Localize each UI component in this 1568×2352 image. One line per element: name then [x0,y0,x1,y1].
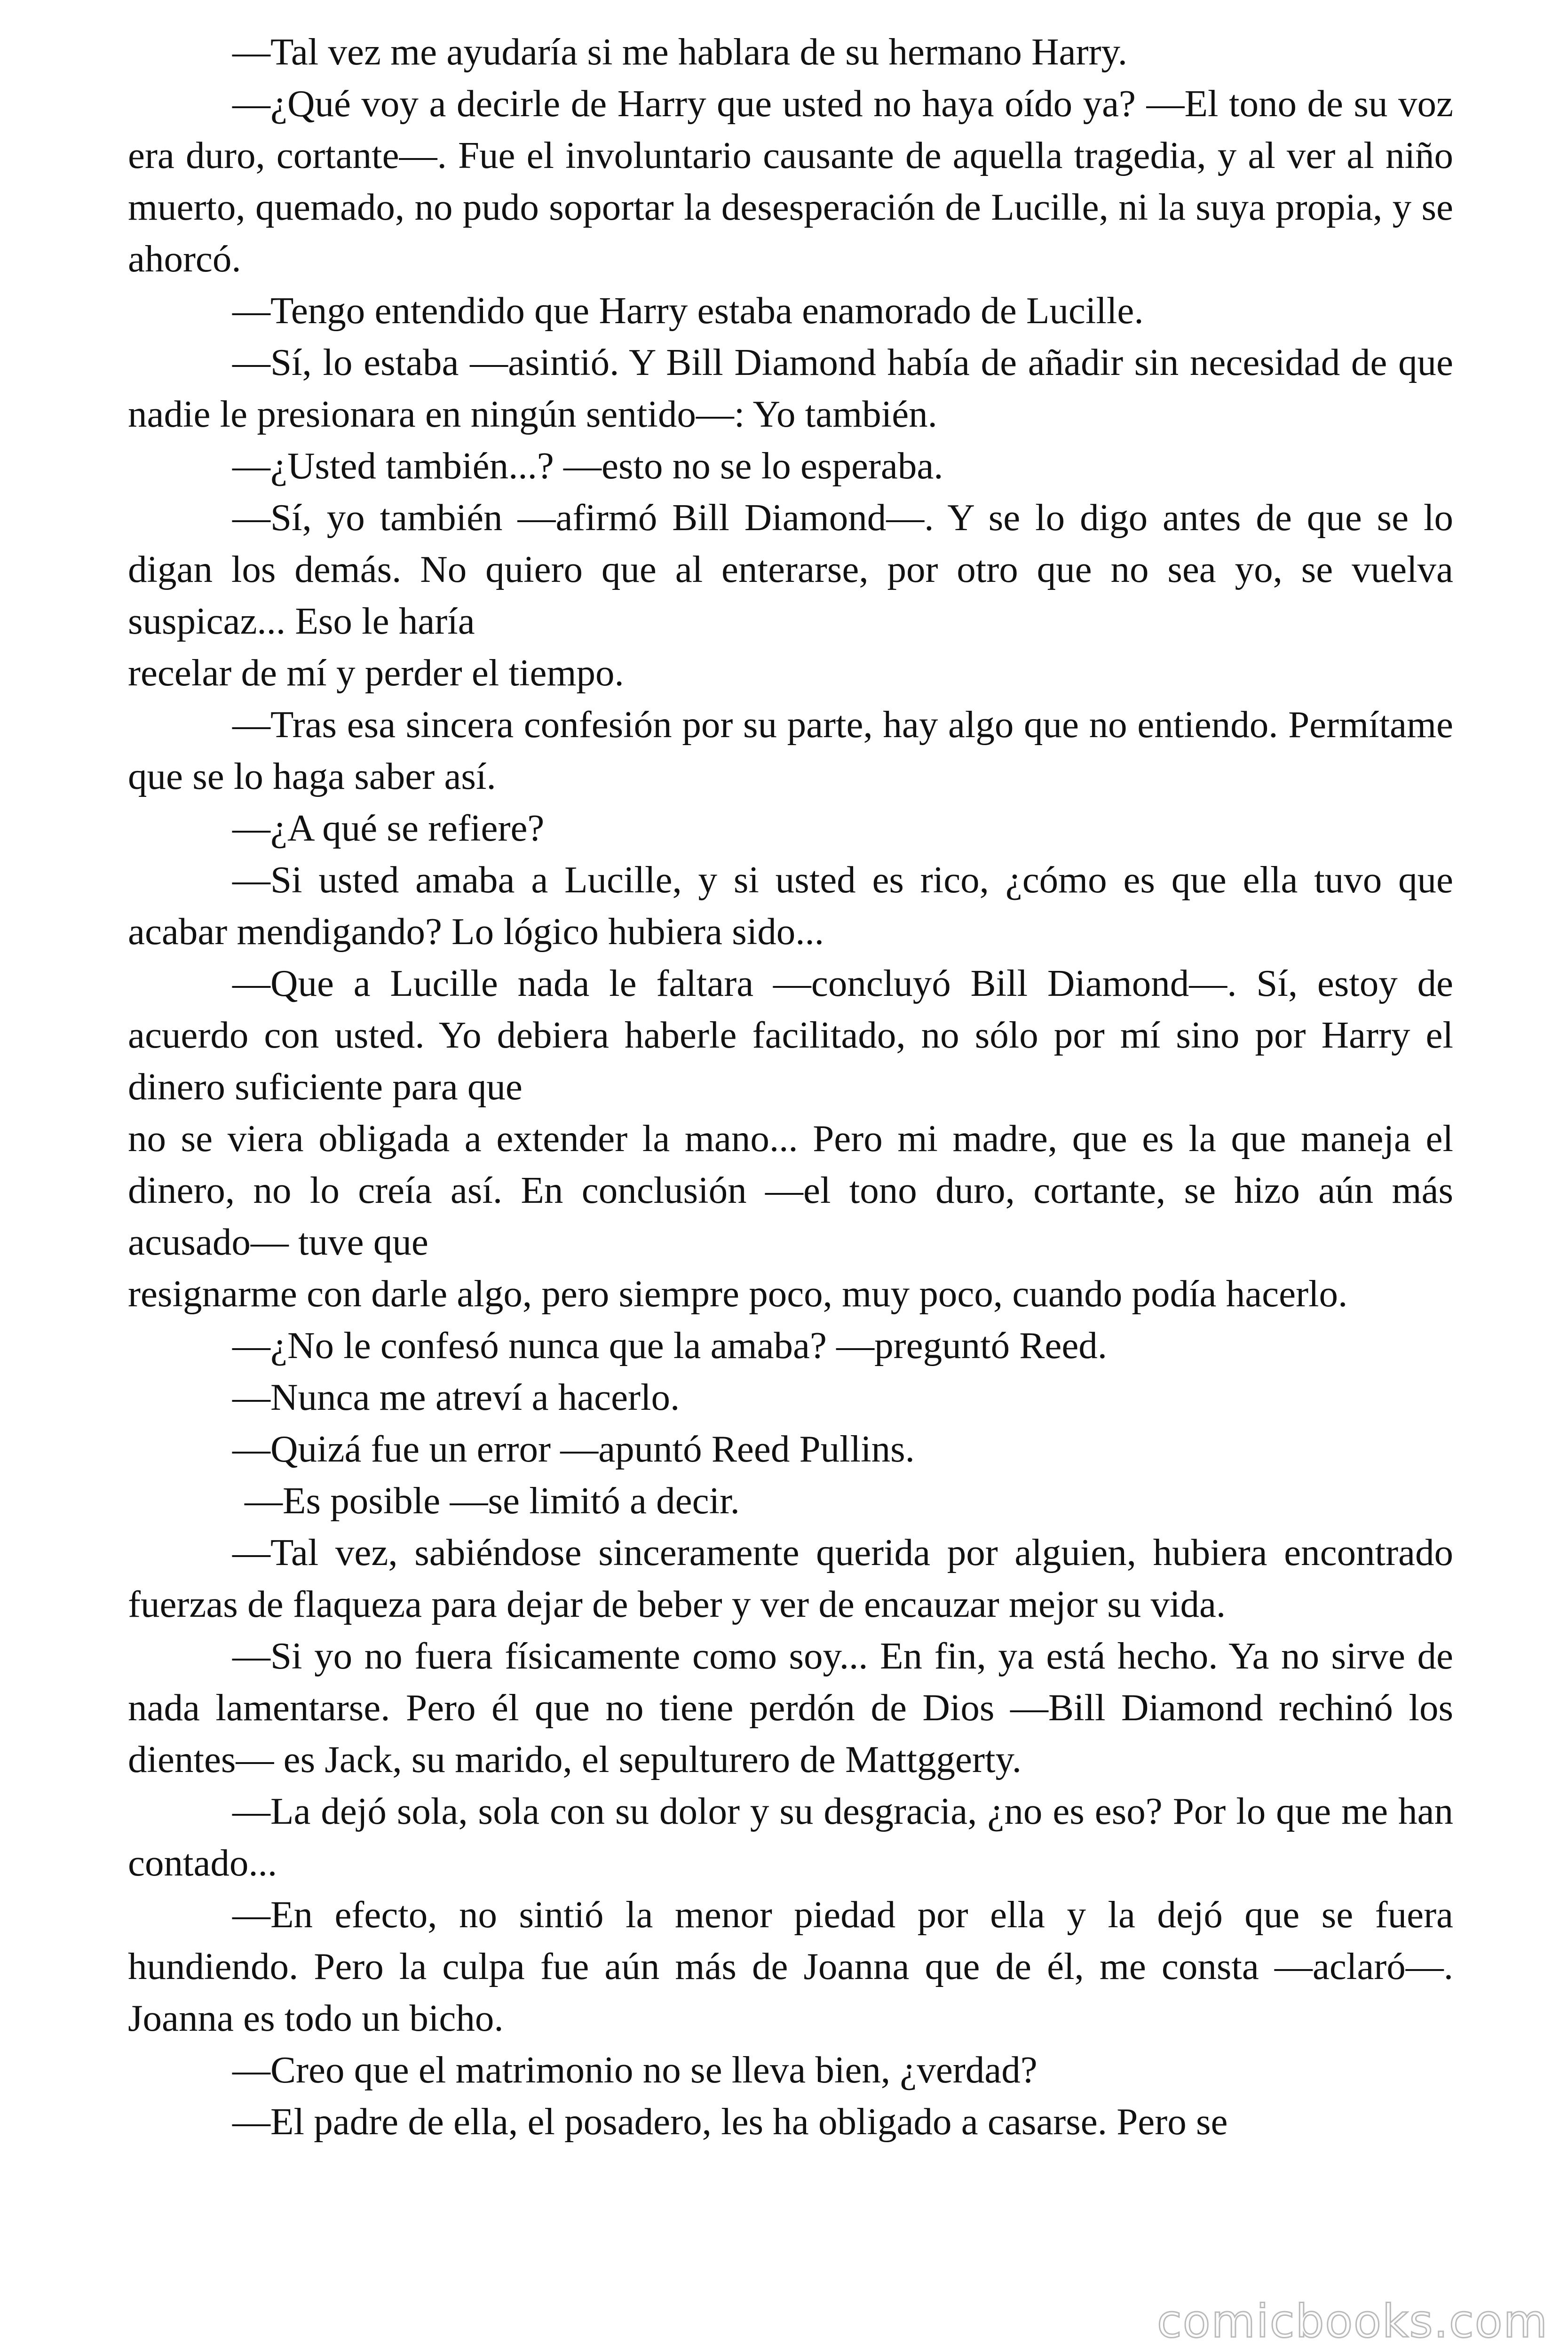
paragraph: —Si usted amaba a Lucille, y si usted es rico, ¿cómo es que ella tuvo que acabar mendigando? Lo lógico hubiera sido... [128,858,1453,953]
paragraph: no se viera obligada a extender la mano... Pero mi madre, que es la que maneja el dinero, no lo creía así. En conclusión —el tono duro, cortante, se hizo aún más acusado— tuve que [128,1117,1453,1263]
paragraph: —Sí, lo estaba —asintió. Y Bill Diamond había de añadir sin necesidad de que nadie le presionara en ningún sentido—: Yo también. [128,341,1453,435]
paragraph: —Tras esa sincera confesión por su parte, hay algo que no entiendo. Permítame que se lo haga saber así. [128,703,1453,797]
paragraph: —¿Usted también...? —esto no se lo esperaba. [232,445,943,487]
paragraph: —¿Qué voy a decirle de Harry que usted no haya oído ya? —El tono de su voz era duro, cortante—. Fue el involuntario causante de aquella tragedia, y al ver al niño muerto, quemado, no pudo soportar la desesperación de Lucille, ni la suya propia, y se ahorcó. [128,82,1453,280]
page-body-text [128,26,1453,2147]
paragraph: —Tal vez, sabiéndose sinceramente querida por alguien, hubiera encontrado fuerzas de flaqueza para dejar de beber y ver de encauzar mejor su vida. [128,1531,1453,1625]
paragraph: —Creo que el matrimonio no se lleva bien, ¿verdad? [232,2049,1037,2091]
paragraph: —Si yo no fuera físicamente como soy... En fin, ya está hecho. Ya no sirve de nada lamentarse. Pero él que no tiene perdón de Dios —Bill Diamond rechinó los dientes— es Jack, su marido, el sepulturero de Mattggerty. [128,1635,1453,1780]
paragraph: —¿A qué se refiere? [232,807,545,849]
paragraph: —Tengo entendido que Harry estaba enamorado de Lucille. [232,289,1144,332]
paragraph: resignarme con darle algo, pero siempre poco, muy poco, cuando podía hacerlo. [128,1272,1348,1315]
paragraph: —Que a Lucille nada le faltara —concluyó Bill Diamond—. Sí, estoy de acuerdo con usted. Yo debiera haberle facilitado, no sólo por mí sino por Harry el dinero suficiente para que [128,962,1453,1108]
paragraph: recelar de mí y perder el tiempo. [128,652,624,694]
paragraph: —Es posible —se limitó a decir. [245,1479,740,1522]
paragraph: —Sí, yo también —afirmó Bill Diamond—. Y se lo digo antes de que se lo digan los demás. No quiero que al enterarse, por otro que no sea yo, se vuelva suspicaz... Eso le haría [128,496,1453,642]
paragraph: —Nunca me atreví a hacerlo. [232,1376,680,1418]
watermark-logo: comicbooks.com [1157,2295,1549,2348]
paragraph: —¿No le confesó nunca que la amaba? —preguntó Reed. [232,1324,1108,1367]
paragraph: —Tal vez me ayudaría si me hablara de su hermano Harry. [232,31,1128,73]
paragraph: —El padre de ella, el posadero, les ha obligado a casarse. Pero se [232,2100,1228,2143]
paragraph: —En efecto, no sintió la menor piedad por ella y la dejó que se fuera hundiendo. Pero la culpa fue aún más de Joanna que de él, me consta —aclaró—. Joanna es todo un bicho. [128,1893,1453,2039]
paragraph: —Quizá fue un error —apuntó Reed Pullins. [232,1428,915,1470]
paragraph: —La dejó sola, sola con su dolor y su desgracia, ¿no es eso? Por lo que me han contado... [128,1790,1453,1884]
